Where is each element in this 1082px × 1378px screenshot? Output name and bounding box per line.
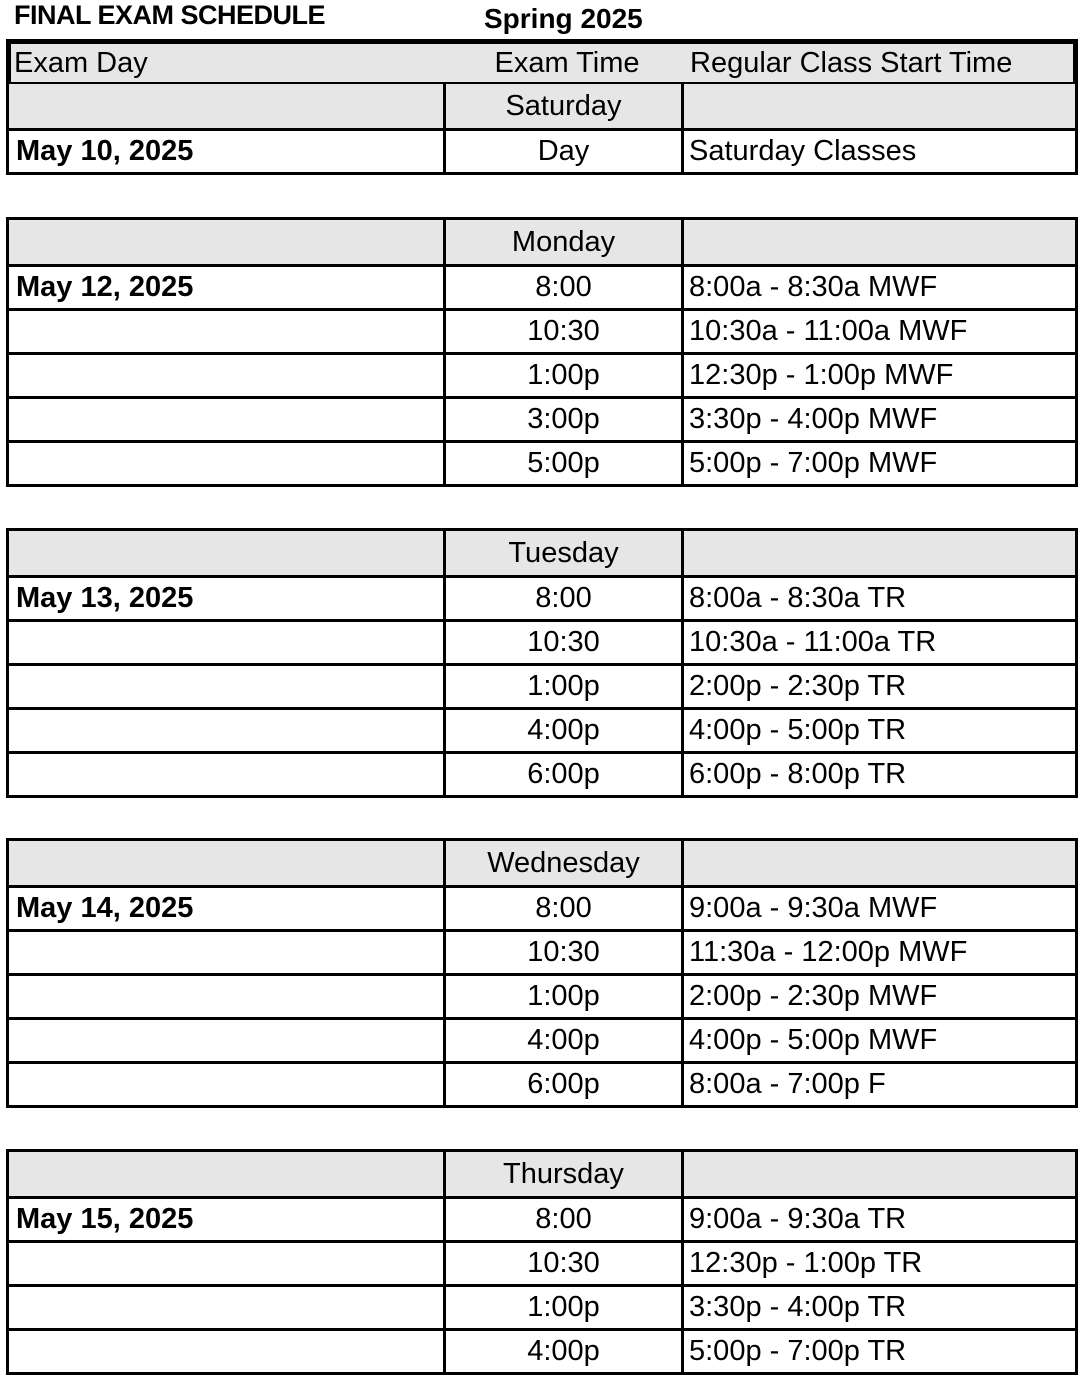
class-time: 5:00p - 7:00p MWF (689, 447, 938, 479)
table-row (9, 663, 1075, 707)
table-row (9, 1284, 1075, 1328)
column-header-exam-day: Exam Day (14, 46, 148, 79)
weekday-label: Wednesday (446, 841, 684, 885)
column-header-row (6, 39, 1078, 87)
exam-time: 10:30 (446, 622, 684, 663)
column-header-exam-time: Exam Time (494, 46, 640, 79)
table-row (9, 885, 1075, 929)
class-time: 4:00p - 5:00p TR (689, 714, 907, 746)
class-time: 8:00a - 8:30a TR (689, 582, 907, 614)
exam-time: 4:00p (446, 1331, 684, 1372)
weekday-label: Saturday (446, 84, 684, 128)
table-row (9, 1061, 1075, 1105)
class-time: 6:00p - 8:00p TR (689, 758, 907, 790)
class-time: 10:30a - 11:00a MWF (689, 315, 968, 347)
exam-time: 4:00p (446, 710, 684, 751)
table-row (9, 1017, 1075, 1061)
class-time: 8:00a - 7:00p F (689, 1068, 886, 1100)
table-row (9, 619, 1075, 663)
document-title: FINAL EXAM SCHEDULE (14, 0, 326, 30)
exam-time: 1:00p (446, 1287, 684, 1328)
table-row (9, 929, 1075, 973)
table-row (9, 575, 1075, 619)
day-block-monday (6, 217, 1078, 487)
table-row (9, 1328, 1075, 1372)
class-time: 3:30p - 4:00p TR (689, 1291, 907, 1323)
exam-time: 8:00 (446, 888, 684, 929)
exam-time: 8:00 (446, 578, 684, 619)
weekday-label: Tuesday (446, 531, 684, 575)
table-row (9, 707, 1075, 751)
exam-time: 8:00 (446, 1199, 684, 1240)
class-time: 5:00p - 7:00p TR (689, 1335, 907, 1367)
exam-date: May 10, 2025 (9, 131, 446, 172)
class-time: 9:00a - 9:30a TR (689, 1203, 907, 1235)
exam-time: 3:00p (446, 399, 684, 440)
exam-date: May 14, 2025 (9, 888, 446, 929)
weekday-label: Monday (446, 220, 684, 264)
exam-time: 5:00p (446, 443, 684, 484)
class-time: Saturday Classes (689, 135, 917, 167)
weekday-row (9, 1152, 1075, 1196)
table-row (9, 751, 1075, 795)
exam-time: 4:00p (446, 1020, 684, 1061)
table-row (9, 1240, 1075, 1284)
weekday-row (9, 84, 1075, 128)
class-time: 2:00p - 2:30p MWF (689, 980, 938, 1012)
class-time: 11:30a - 12:00p MWF (689, 936, 968, 968)
table-row (9, 440, 1075, 484)
weekday-label: Thursday (446, 1152, 684, 1196)
table-row (9, 352, 1075, 396)
exam-time: 10:30 (446, 311, 684, 352)
weekday-row (9, 531, 1075, 575)
day-block-tuesday (6, 528, 1078, 798)
weekday-row (9, 841, 1075, 885)
class-time: 2:00p - 2:30p TR (689, 670, 907, 702)
exam-date: May 13, 2025 (9, 578, 446, 619)
column-header-regular-start: Regular Class Start Time (690, 46, 1013, 79)
exam-time: 1:00p (446, 355, 684, 396)
exam-time: 8:00 (446, 267, 684, 308)
class-time: 10:30a - 11:00a TR (689, 626, 937, 658)
table-row (9, 308, 1075, 352)
class-time: 9:00a - 9:30a MWF (689, 892, 938, 924)
table-row (9, 396, 1075, 440)
exam-time: 1:00p (446, 666, 684, 707)
day-block-saturday (6, 84, 1078, 175)
exam-time: 1:00p (446, 976, 684, 1017)
class-time: 3:30p - 4:00p MWF (689, 403, 938, 435)
day-block-wednesday (6, 838, 1078, 1108)
exam-time: 6:00p (446, 1064, 684, 1105)
exam-time: 10:30 (446, 1243, 684, 1284)
weekday-row (9, 220, 1075, 264)
exam-time: Day (446, 131, 684, 172)
day-block-thursday (6, 1149, 1078, 1375)
class-time: 4:00p - 5:00p MWF (689, 1024, 938, 1056)
term-label: Spring 2025 (484, 3, 643, 34)
class-time: 12:30p - 1:00p MWF (689, 359, 954, 391)
exam-date: May 15, 2025 (9, 1199, 446, 1240)
table-row (9, 973, 1075, 1017)
document-header (0, 0, 1082, 38)
class-time: 8:00a - 8:30a MWF (689, 271, 938, 303)
exam-time: 6:00p (446, 754, 684, 795)
table-row (9, 1196, 1075, 1240)
exam-time: 10:30 (446, 932, 684, 973)
exam-date: May 12, 2025 (9, 267, 446, 308)
class-time: 12:30p - 1:00p TR (689, 1247, 923, 1279)
table-row (9, 264, 1075, 308)
table-row (9, 128, 1075, 172)
